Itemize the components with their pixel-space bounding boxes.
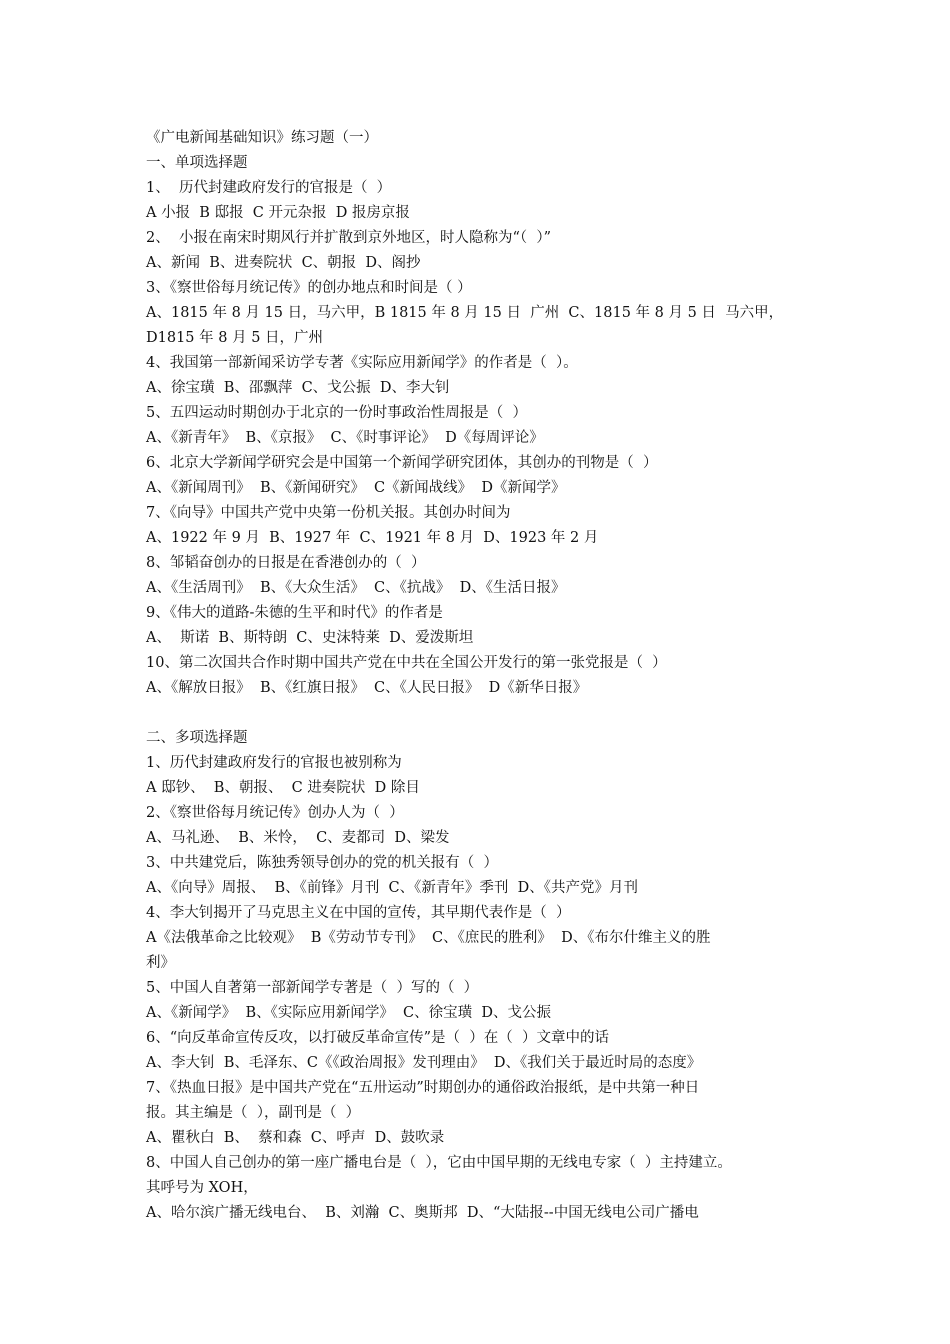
text-line: D1815 年 8 月 5 日，广州	[146, 330, 324, 346]
text-line: A、《新青年》 B、《京报》 C、《时事评论》 D《每周评论》	[146, 430, 544, 446]
text-line: 报。其主编是（ ），副刊是（ ）	[146, 1105, 361, 1121]
text-line: 4、李大钊揭开了马克思主义在中国的宣传，其早期代表作是（ ）	[146, 905, 571, 921]
paragraph-spacer	[146, 701, 814, 726]
text-line: 10、第二次国共合作时期中国共产党在中共在全国公开发行的第一张党报是（ ）	[146, 655, 667, 671]
text-line: A 小报 B 邸报 C 开元杂报 D 报房京报	[146, 205, 410, 221]
text-line: A、1922 年 9 月 B、1927 年 C、1921 年 8 月 D、1923 年 2 月	[146, 530, 599, 546]
text-line: 8、邹韬奋创办的日报是在香港创办的（ ）	[146, 555, 426, 571]
text-line: 1、历代封建政府发行的官报也被别称为	[146, 755, 402, 771]
text-line: A、《解放日报》 B、《红旗日报》 C、《人民日报》 D《新华日报》	[146, 680, 588, 696]
section-heading-single-choice: 一、单项选择题	[146, 155, 248, 171]
text-line: 2、 小报在南宋时期风行并扩散到京外地区，时人隐称为“（ ）”	[146, 230, 551, 246]
text-line: A、《新闻学》 B、《实际应用新闻学》 C、徐宝璜 D、戈公振	[146, 1005, 551, 1021]
section-single-choice	[146, 176, 814, 701]
text-line: A、马礼逊、 B、米怜， C、麦都司 D、梁发	[146, 830, 450, 846]
text-line: A、《生活周刊》 B、《大众生活》 C、《抗战》 D、《生活日报》	[146, 580, 566, 596]
text-line: 4、我国第一部新闻采访学专著《实际应用新闻学》的作者是（ ）。	[146, 355, 578, 371]
text-line: A、《新闻周刊》 B、《新闻研究》 C《新闻战线》 D《新闻学》	[146, 480, 566, 496]
text-line: A、哈尔滨广播无线电台、 B、刘瀚 C、奥斯邦 D、“大陆报--中国无线电公司广播电	[146, 1205, 699, 1221]
text-line: 5、中国人自著第一部新闻学专著是（ ）写的（ ）	[146, 980, 479, 996]
section-heading-multiple-choice: 二、多项选择题	[146, 730, 248, 746]
text-line: A《法俄革命之比较观》 B《劳动节专刊》 C、《庶民的胜利》 D、《布尔什维主义的胜	[146, 930, 711, 946]
text-line: A、《向导》周报、 B、《前锋》月刊 C、《新青年》季刊 D、《共产党》月刊	[146, 880, 638, 896]
text-line: 7、《热血日报》是中国共产党在“五卅运动”时期创办的通俗政治报纸，是中共第一种日	[146, 1080, 700, 1096]
text-line: A、徐宝璜 B、邵飘萍 C、戈公振 D、李大钊	[146, 380, 450, 396]
text-line: 7、《向导》中国共产党中央第一份机关报。其创办时间为	[146, 505, 511, 521]
text-line: 1、 历代封建政府发行的官报是（ ）	[146, 180, 392, 196]
text-line: A、新闻 B、进奏院状 C、朝报 D、阁抄	[146, 255, 421, 271]
text-line: A、 斯诺 B、斯特朗 C、史沫特莱 D、爱泼斯坦	[146, 630, 474, 646]
text-line: 6、北京大学新闻学研究会是中国第一个新闻学研究团体，其创办的刊物是（ ）	[146, 455, 658, 471]
text-line: 3、中共建党后，陈独秀领导创办的党的机关报有（ ）	[146, 855, 498, 871]
text-line: 5、五四运动时期创办于北京的一份时事政治性周报是（ ）	[146, 405, 527, 421]
text-line: 2、《察世俗每月统记传》创办人为（ ）	[146, 805, 404, 821]
text-line: A、1815 年 8 月 15 日，马六甲，B 1815 年 8 月 15 日 广州 C、1815 年 8 月 5 日 马六甲，	[146, 305, 784, 321]
text-line: A 邸钞、 B、朝报、 C 进奏院状 D 除目	[146, 780, 420, 796]
text-line: 其呼号为 XOH，	[146, 1180, 258, 1196]
text-line: A、李大钊 B、毛泽东、C《《政治周报》发刊理由》 D、《我们关于最近时局的态度》	[146, 1055, 702, 1071]
text-line: 9、《伟大的道路-朱德的生平和时代》的作者是	[146, 605, 443, 621]
document-body	[146, 126, 814, 1226]
document-title: 《广电新闻基础知识》练习题（一）	[146, 130, 378, 146]
text-line: 利》	[146, 955, 175, 971]
section-multiple-choice	[146, 751, 814, 1226]
text-line: A、瞿秋白 B、 蔡和森 C、呼声 D、鼓吹录	[146, 1130, 445, 1146]
text-line: 3、《察世俗每月统记传》的创办地点和时间是（ ）	[146, 280, 472, 296]
text-line: 8、中国人自己创办的第一座广播电台是（ ），它由中国早期的无线电专家（ ）主持建立。	[146, 1155, 732, 1171]
text-line: 6、“向反革命宣传反攻，以打破反革命宣传”是（ ）在（ ）文章中的话	[146, 1030, 609, 1046]
